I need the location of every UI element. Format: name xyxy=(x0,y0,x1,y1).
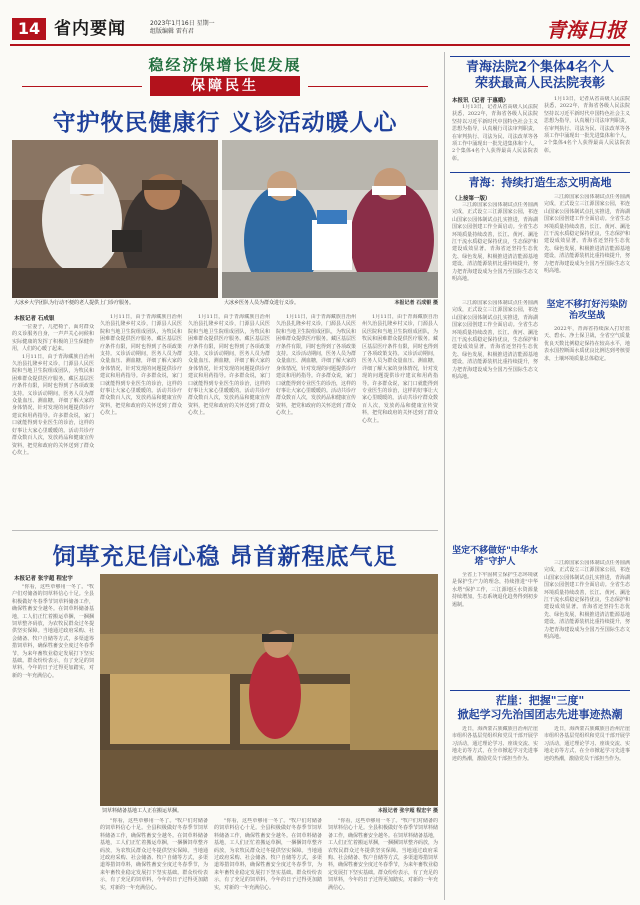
date-info xyxy=(150,20,215,36)
banner-subtitle: 保障民生 xyxy=(150,76,300,96)
right-story1-headline-line1: 青海法院2个集体4名个人 xyxy=(465,60,615,75)
story1-byline: 本报记者 石成银 xyxy=(14,316,55,322)
story1-text-col-5 xyxy=(362,314,438,526)
issue-date: 2023年1月16日 星期一 xyxy=(150,20,215,27)
story1-body-1: 1月11日，由于青海藏族自治州久治县扎隆乡村义诊，门源县人民医院和当地卫生院组成团队，为牧民和困难群众提供医疗服务。藏区基层医疗条件有限，同时也得到了各项政策支持。义诊活动期间，医务人员为群众量血压、测血糖，详细了解大家的身体情况，针对发现的问题提供诊疗建议和用药指导。许多群众说，家门口就能得到专业医生的诊治，这样的好事让大家心里暖暖的。活动共诊疗群众数百人次，发放药品和健康宣传资料，把党和政府的关怀送到了群众心坎上。 xyxy=(12,353,94,456)
story2-caption: 饲草料储备基地工人正在搬运草捆。 xyxy=(102,808,183,814)
story2-text-col-4 xyxy=(328,818,438,898)
right-story1-headline-line2: 荣获最高人民法院表彰 xyxy=(474,76,605,91)
right-story5-body-2: 近日，海西蒙古族藏族自治州茫崖市组织各基层党组织和党员干部开展学习活动，通过理论学习、座谈交流、实地走访等方式，在全市掀起学习先进事迹的热潮，激励党员干部担当作为。 xyxy=(544,726,630,762)
column-divider xyxy=(444,52,445,900)
story1-body-4: 1月11日，由于青海藏族自治州久治县扎隆乡村义诊，门源县人民医院和当地卫生院组成团队，为牧民和困难群众提供医疗服务。藏区基层医疗条件有限，同时也得到了各项政策支持。义诊活动期间，医务人员为群众量血压、测血糖，详细了解大家的身体情况，针对发现的问题提供诊疗建议和用药指导。许多群众说，家门口就能得到专业医生的诊治，这样的好事让大家心里暖暖的。活动共诊疗群众数百人次，发放药品和健康宣传资料，把党和政府的关怀送到了群众心坎上。 xyxy=(276,314,356,417)
story1-lead: 一位妻子，几把椅子，面对群众的义诊服务自身，一声声关心问候和实际健康的发挥了积极的卫生保健作用，人们的心暖了起来。 xyxy=(12,324,94,353)
right-story1-byline: 本报讯（记者 于惠娥） xyxy=(452,98,509,104)
story1-text-col-1 xyxy=(12,324,94,526)
right-story2-headline: 青海：持续打造生态文明高地 xyxy=(468,176,612,189)
right-story5-headline-line2: 掀起学习先治国团志先进事迹热潮 xyxy=(457,708,623,721)
banner-line-left xyxy=(22,86,142,87)
story2-body-3: "你看，这些草够用一冬了。"牧户们对储备的饲草料信心十足。全县积极做好冬春季节饲草料储备工作，确保牲畜安全越冬。在饲草料储备基地，工人们正忙着搬运草捆，一捆捆饲草整齐码放，为农牧民群众过冬提供坚实保障。当地通过政府采购、社会储备、牧户自储等方式，多渠道筹措饲草料，确保牲畜安全度过冬春季节，为来年畜牧业稳定发展打下坚实基础。群众纷纷表示，有了充足的饲草料，今年的日子过得更加踏实，对新的一年充满信心。 xyxy=(214,818,322,891)
banner-title: 稳经济保增长促发展 xyxy=(148,56,302,74)
masthead-rule xyxy=(10,44,630,46)
right-story4-body-1: 全省上下牢固树立保护生态环境就是保护生产力的理念，持续推进"中华水塔"保护工作，三江源地区水资源量持续增加，生态系统退化趋势得到初步遏制。 xyxy=(452,572,538,608)
story2-photo-credit: 本报记者 张宇超 程宏宇 摄 xyxy=(377,808,438,814)
right-story2-col-2 xyxy=(544,194,630,298)
right-story3-col-2 xyxy=(544,326,630,556)
story1-body-5: 1月11日，由于青海藏族自治州久治县扎隆乡村义诊，门源县人民医院和当地卫生院组成团队，为牧民和困难群众提供医疗服务。藏区基层医疗条件有限，同时也得到了各项政策支持。义诊活动期间，医务人员为群众量血压、测血糖，详细了解大家的身体情况，针对发现的问题提供诊疗建议和用药指导。许多群众说，家门口就能得到专业医生的诊治，这样的好事让大家心里暖暖的。活动共诊疗群众数百人次，发放药品和健康宣传资料，把党和政府的关怀送到了群众心坎上。 xyxy=(362,314,438,424)
story2-headline: 饲草充足信心稳 昂首新程底气足 xyxy=(52,543,398,570)
right-story1-body-2: 1月13日，记者从省高级人民法院获悉，2022年，青海省各级人民法院坚持以习近平新时代中国特色社会主义思想为指导，认真履行司法审判职责，在审判执行、司法为民、司法改革等各项工作中涌现出一批先进集体和个人，2个集体4名个人获得最高人民法院表彰。 xyxy=(544,96,630,154)
right-story5-body-1: 近日，海西蒙古族藏族自治州茫崖市组织各基层党组织和党员干部开展学习活动，通过理论学习、座谈交流、实地走访等方式，在全市掀起学习先进事迹的热潮，激励党员干部担当作为。 xyxy=(452,726,538,762)
topic-banner xyxy=(12,54,438,100)
section-title: 省内要闻 xyxy=(54,19,126,39)
story1-photo-1 xyxy=(12,140,218,298)
right-story4-col-2 xyxy=(544,560,630,684)
banner-line-right xyxy=(308,86,428,87)
right-story4-headline: 坚定不移做好"中华水塔"守护人 xyxy=(452,546,538,567)
story2-text-col-2 xyxy=(100,818,208,898)
story1-text-col-4 xyxy=(276,314,356,526)
story1-caption-1: 大冰乡大学团队为行动不便的老人提供上门诊疗服务。 xyxy=(14,300,135,306)
story-divider xyxy=(12,530,438,531)
story1-photo-credit: 本报记者 石成银 摄 xyxy=(394,300,438,306)
page-number: 14 xyxy=(12,18,46,40)
right-story5-headline xyxy=(450,694,630,722)
right-story2-rule xyxy=(450,172,630,173)
editor-credit: 组版编辑 雷有君 xyxy=(150,28,194,35)
right-story1-headline xyxy=(450,60,630,92)
story1-text-col-3 xyxy=(188,314,270,526)
story1-body-3: 1月11日，由于青海藏族自治州久治县扎隆乡村义诊，门源县人民医院和当地卫生院组成团队，为牧民和困难群众提供医疗服务。藏区基层医疗条件有限，同时也得到了各项政策支持。义诊活动期间，医务人员为群众量血压、测血糖，详细了解大家的身体情况，针对发现的问题提供诊疗建议和用药指导。许多群众说，家门口就能得到专业医生的诊治，这样的好事让大家心里暖暖的。活动共诊疗群众数百人次，发放药品和健康宣传资料，把党和政府的关怀送到了群众心坎上。 xyxy=(188,314,270,417)
story2-photo xyxy=(100,574,438,806)
story2-text-col-3 xyxy=(214,818,322,898)
right-story3-body-1: 三江源国家公园体制试点任务圆满完成，正式设立三江源国家公园，祁连山国家公园体制试点扎实推进，青海湖国家公园创建工作全面启动。全省生态环境质量持续改善，长江、黄河、澜沧江干流水质稳定保持优良，生态保护和建设成效显著。青海省还坚持生态优先、绿色发展，积极推进清洁能源基地建设，清洁能源装机比重持续提升，努力把青海建设成为全国乃至国际生态文明高地。 xyxy=(452,300,538,381)
right-story1-col-2 xyxy=(544,96,630,168)
right-story1-col-1 xyxy=(452,104,538,168)
right-story5-col-2 xyxy=(544,726,630,898)
right-story1-body-1: 1月13日，记者从省高级人民法院获悉，2022年，青海省各级人民法院坚持以习近平新时代中国特色社会主义思想为指导，认真履行司法审判职责，在审判执行、司法为民、司法改革等各项工作中涌现出一批先进集体和个人，2个集体4名个人获得最高人民法院表彰。 xyxy=(452,104,538,162)
right-story4-body-2: 三江源国家公园体制试点任务圆满完成，正式设立三江源国家公园，祁连山国家公园体制试点扎实推进，青海湖国家公园创建工作全面启动。全省生态环境质量持续改善，长江、黄河、澜沧江干流水质稳定保持优良，生态保护和建设成效显著。青海省还坚持生态优先、绿色发展，积极推进清洁能源基地建设，清洁能源装机比重持续提升，努力把青海建设成为全国乃至国际生态文明高地。 xyxy=(544,560,630,641)
story1-text-col-2 xyxy=(100,314,182,526)
right-story5-headline-line1: 茫崖：把握"三度" xyxy=(495,694,585,707)
right-story5-rule xyxy=(450,690,630,691)
story1-body-2: 1月11日，由于青海藏族自治州久治县扎隆乡村义诊，门源县人民医院和当地卫生院组成团队，为牧民和困难群众提供医疗服务。藏区基层医疗条件有限，同时也得到了各项政策支持。义诊活动期间，医务人员为群众量血压、测血糖，详细了解大家的身体情况，针对发现的问题提供诊疗建议和用药指导。许多群众说，家门口就能得到专业医生的诊治，这样的好事让大家心里暖暖的。活动共诊疗群众数百人次，发放药品和健康宣传资料，把党和政府的关怀送到了群众心坎上。 xyxy=(100,314,182,417)
right-story3-headline: 坚定不移打好污染防治攻坚战 xyxy=(546,300,628,321)
right-story3-body-2: 2022年，青海省持续深入打好蓝天、碧水、净土保卫战，全省空气质量优良天数比例稳定保持在较高水平，地表水国控断面水质优良比例达到考核要求，土壤环境质量总体稳定。 xyxy=(544,326,630,362)
right-story2-col-1 xyxy=(452,202,538,298)
story2-body-2: "你看，这些草够用一冬了。"牧户们对储备的饲草料信心十足。全县积极做好冬春季节饲草料储备工作，确保牲畜安全越冬。在饲草料储备基地，工人们正忙着搬运草捆，一捆捆饲草整齐码放，为农牧民群众过冬提供坚实保障。当地通过政府采购、社会储备、牧户自储等方式，多渠道筹措饲草料，确保牲畜安全度过冬春季节，为来年畜牧业稳定发展打下坚实基础。群众纷纷表示，有了充足的饲草料，今年的日子过得更加踏实，对新的一年充满信心。 xyxy=(100,818,208,891)
story2-body-1: "你看，这些草够用一冬了。"牧户们对储备的饲草料信心十足。全县积极做好冬春季节饲草料储备工作，确保牲畜安全越冬。在饲草料储备基地，工人们正忙着搬运草捆，一捆捆饲草整齐码放，为农牧民群众过冬提供坚实保障。当地通过政府采购、社会储备、牧户自储等方式，多渠道筹措饲草料，确保牲畜安全度过冬春季节，为来年畜牧业稳定发展打下坚实基础。群众纷纷表示，有了充足的饲草料，今年的日子过得更加踏实，对新的一年充满信心。 xyxy=(12,584,94,679)
right-story3-col-1 xyxy=(452,300,538,480)
story2-text-col-1 xyxy=(12,584,94,898)
newspaper-logo: 青海日报 xyxy=(546,18,626,42)
story1-caption-2: 大冰乡医务人员为群众进行义诊。 xyxy=(224,300,300,306)
right-story5-col-1 xyxy=(452,726,538,898)
story1-headline: 守护牧民健康行 义诊活动暖人心 xyxy=(52,109,398,136)
masthead xyxy=(0,0,640,50)
right-story1-rule xyxy=(450,56,630,57)
right-story4-col-1 xyxy=(452,572,538,684)
right-story2-body-1: 三江源国家公园体制试点任务圆满完成，正式设立三江源国家公园，祁连山国家公园体制试点扎实推进，青海湖国家公园创建工作全面启动。全省生态环境质量持续改善，长江、黄河、澜沧江干流水质稳定保持优良，生态保护和建设成效显著。青海省还坚持生态优先、绿色发展，积极推进清洁能源基地建设，清洁能源装机比重持续提升，努力把青海建设成为全国乃至国际生态文明高地。 xyxy=(452,202,538,283)
story1-photo-2 xyxy=(222,140,438,298)
story2-byline: 本报记者 张宇超 程宏宇 xyxy=(14,576,73,582)
right-story2-kicker: （上接第一版） xyxy=(452,196,491,202)
story2-body-4: "你看，这些草够用一冬了。"牧户们对储备的饲草料信心十足。全县积极做好冬春季节饲草料储备工作，确保牲畜安全越冬。在饲草料储备基地，工人们正忙着搬运草捆，一捆捆饲草整齐码放，为农牧民群众过冬提供坚实保障。当地通过政府采购、社会储备、牧户自储等方式，多渠道筹措饲草料，确保牲畜安全度过冬春季节，为来年畜牧业稳定发展打下坚实基础。群众纷纷表示，有了充足的饲草料，今年的日子过得更加踏实，对新的一年充满信心。 xyxy=(328,818,438,891)
right-story2-body-2: 三江源国家公园体制试点任务圆满完成，正式设立三江源国家公园，祁连山国家公园体制试点扎实推进，青海湖国家公园创建工作全面启动。全省生态环境质量持续改善，长江、黄河、澜沧江干流水质稳定保持优良，生态保护和建设成效显著。青海省还坚持生态优先、绿色发展，积极推进清洁能源基地建设，清洁能源装机比重持续提升，努力把青海建设成为全国乃至国际生态文明高地。 xyxy=(544,194,630,275)
